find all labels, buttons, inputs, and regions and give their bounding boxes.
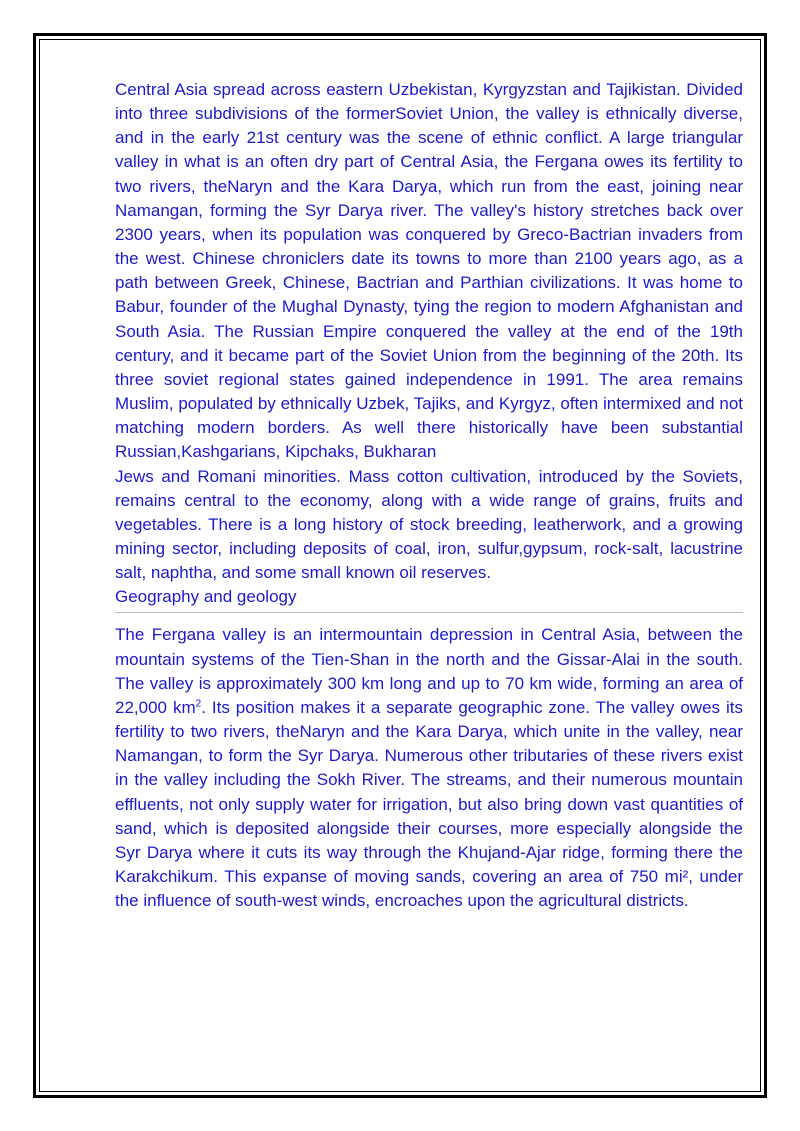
paragraph-geography-text-1: The Fergana valley is an intermountain depression in Central Asia, between the mountain systems of the Tien-Shan in the north and the Gissar-Alai in the south. The valley is approximately 300 km long and up to 70 km wide, forming an area of 22,000 km <box>115 625 743 717</box>
paragraph-geography-text-2: . Its position makes it a separate geographic zone. The valley owes its fertility to two rivers, theNaryn and the Kara Darya, which unite in the valley, near Namangan, to form the Syr Darya. Numerous other tributaries of these rivers exist in the valley including the Sokh River. The streams, and their numerous mountain effluents, not only supply water for irrigation, but also bring down vast quantities of sand, which is deposited alongside their courses, more especially alongside the Syr Darya where it cuts its way through the Khujand-Ajar ridge, forming there the Karakchikum. This expanse of moving sands, covering an area of 750 mi², under the influence of south-west winds, encroaches upon the agricultural districts. <box>115 697 743 911</box>
heading-divider <box>115 612 743 613</box>
paragraph-history: Central Asia spread across eastern Uzbekistan, Kyrgyzstan and Tajikistan. Divided into three subdivisions of the formerSoviet Union, the valley is ethnically diverse, and in the early 21st century was the scene of ethnic conflict. A large triangular valley in what is an often dry part of Central Asia, the Fergana owes its fertility to two rivers, theNaryn and the Kara Darya, which run from the east, joining near Namangan, forming the Syr Darya river. The valley's history stretches back over 2300 years, when its population was conquered by Greco-Bactrian invaders from the west. Chinese chroniclers date its towns to more than 2100 years ago, as a path between Greek, Chinese, Bactrian and Parthian civilizations. It was home to Babur, founder of the Mughal Dynasty, tying the region to modern Afghanistan and South Asia. The Russian Empire conquered the valley at the end of the 19th century, and it became part of the Soviet Union from the beginning of the 20th. Its three soviet regional states gained independence in 1991. The area remains Muslim, populated by ethnically Uzbek, Tajiks, and Kyrgyz, often intermixed and not matching modern borders. As well there historically have been substantial Russian,Kashgarians, Kipchaks, Bukharan <box>115 80 743 462</box>
superscript-squared: 2 <box>195 698 202 710</box>
paragraph-economy: Jews and Romani minorities. Mass cotton cultivation, introduced by the Soviets, remains central to the economy, along with a wide range of grains, fruits and vegetables. There is a long history of stock breeding, leatherwork, and a growing mining sector, including deposits of coal, iron, sulfur,gypsum, rock-salt, lacustrine salt, naphtha, and some small known oil reserves. <box>115 466 743 583</box>
section-heading-geography: Geography and geology <box>115 587 297 607</box>
document-body <box>115 78 743 913</box>
paragraph-geography <box>115 623 743 913</box>
